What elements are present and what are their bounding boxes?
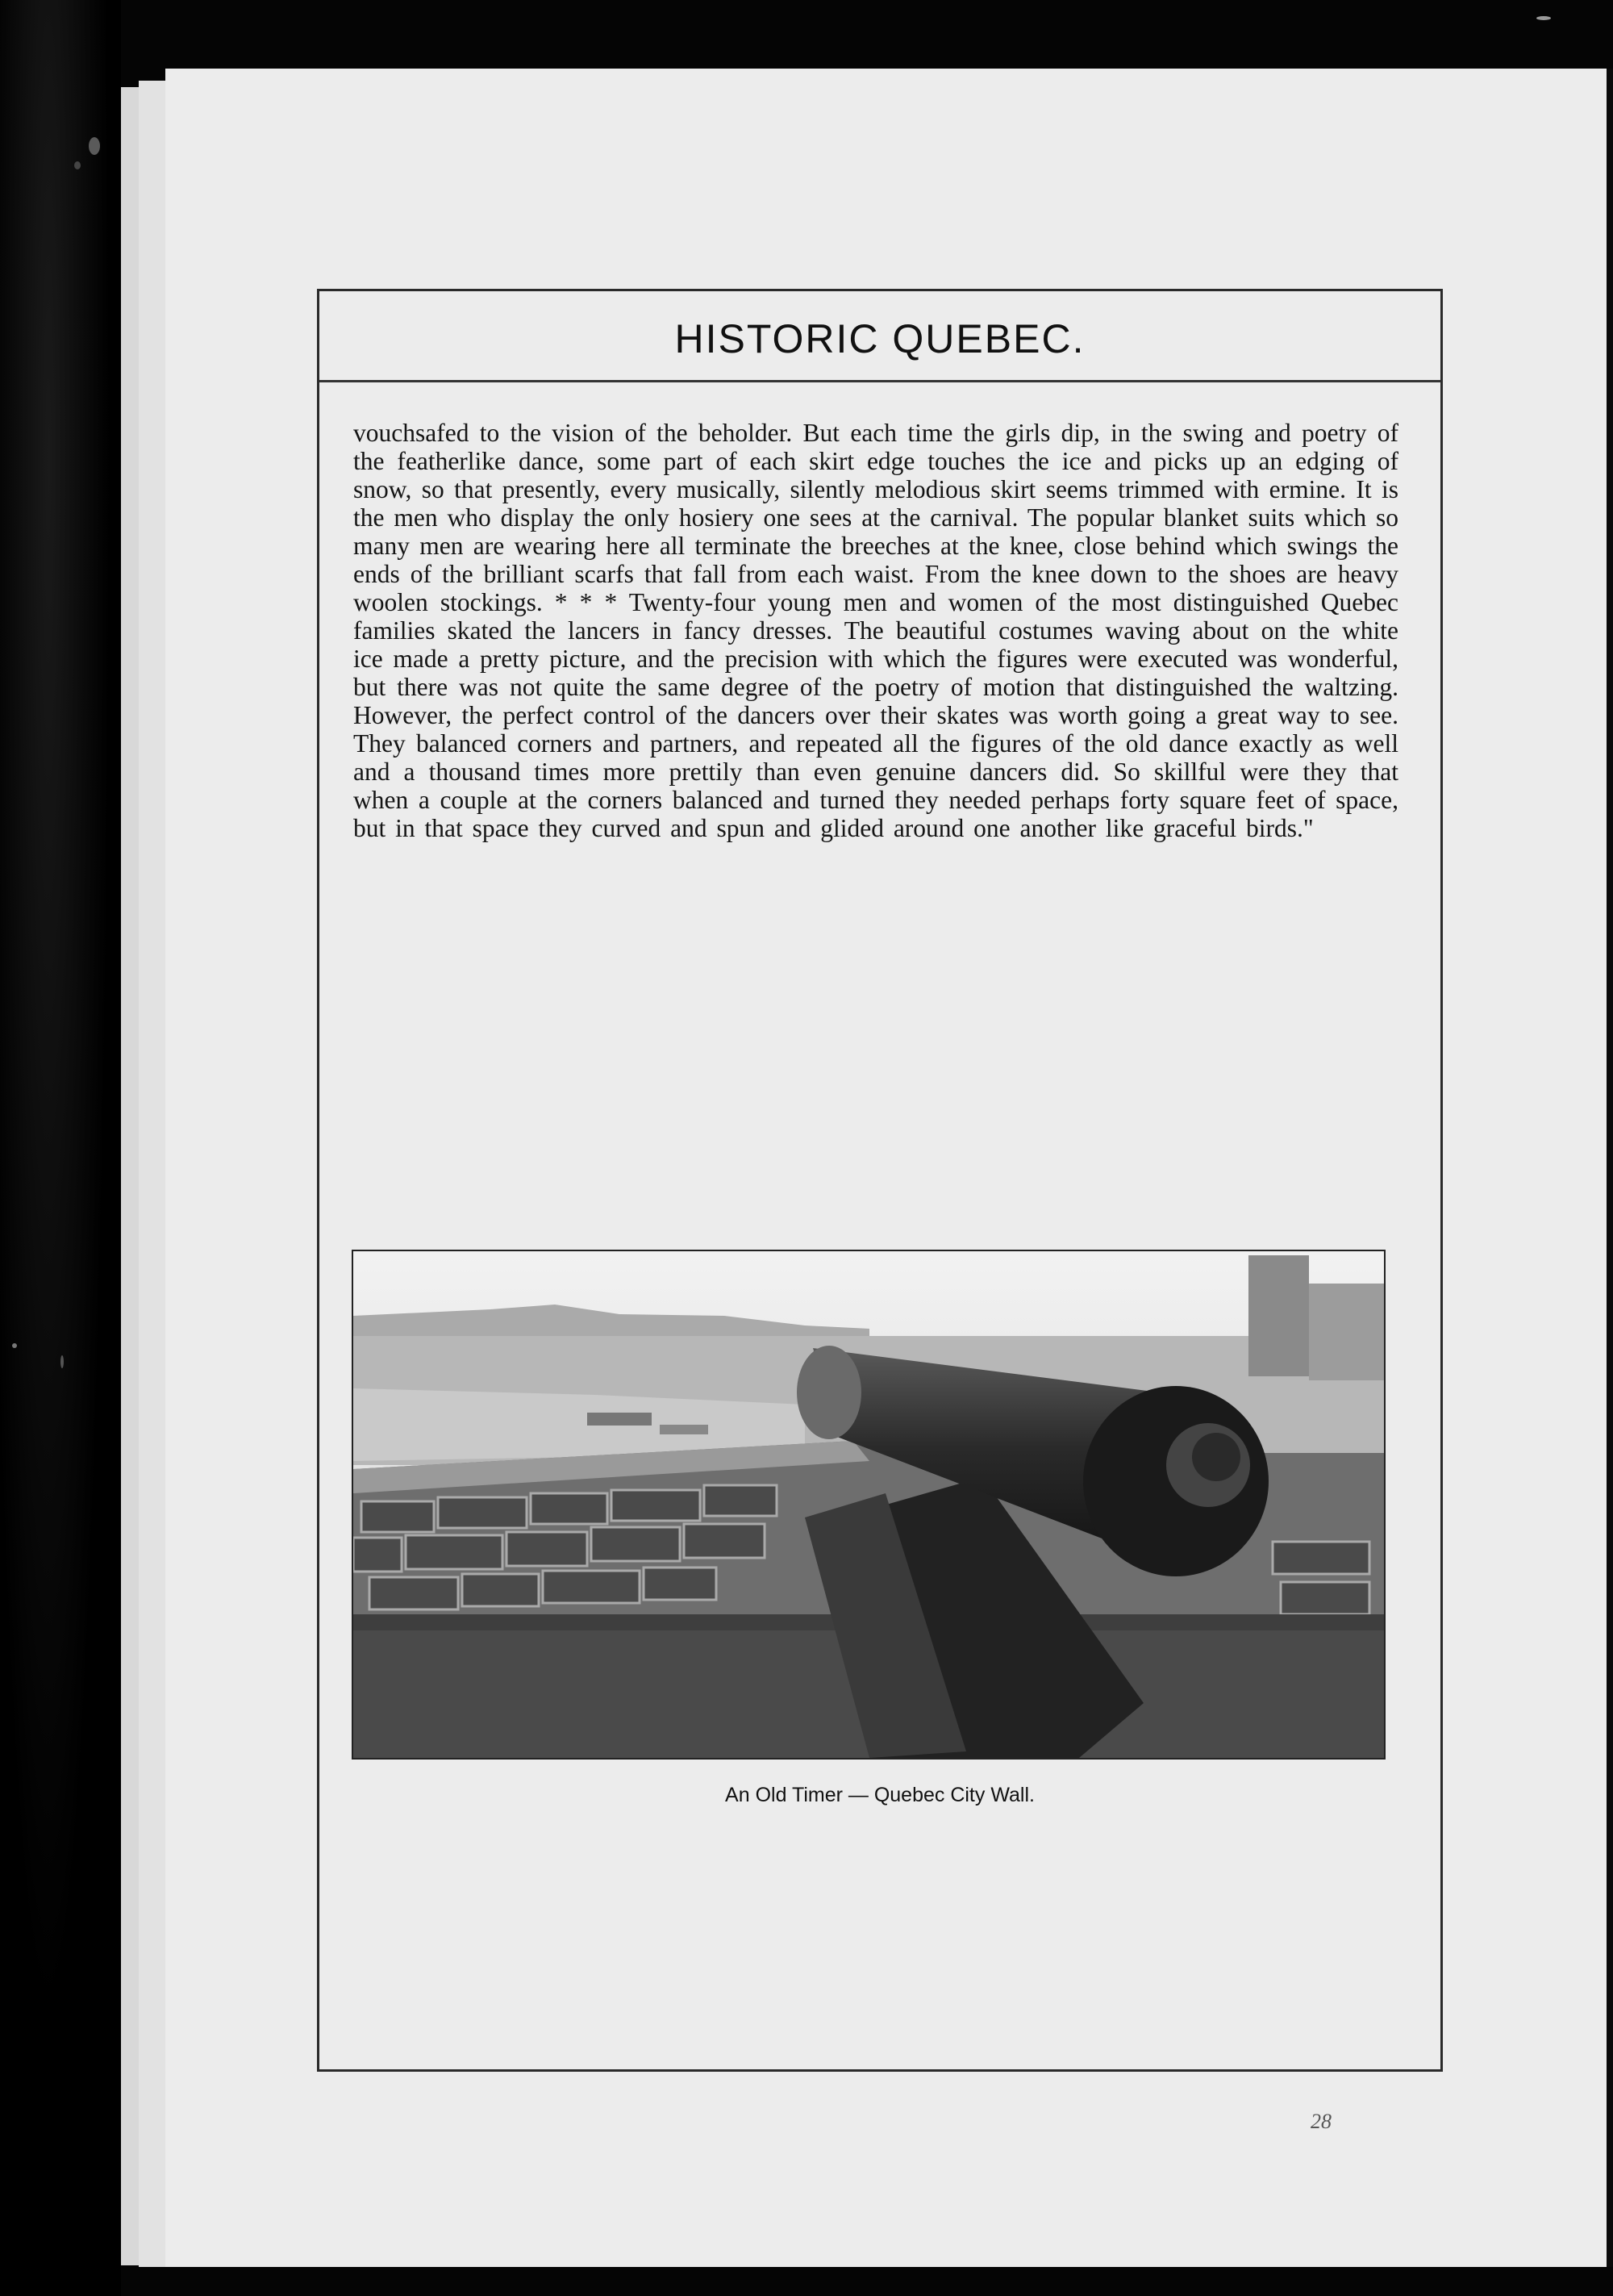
page-title: HISTORIC QUEBEC. [674, 316, 1086, 361]
content-frame [317, 289, 1443, 2072]
film-edge [0, 0, 121, 2296]
film-speck [89, 137, 100, 155]
film-speck [74, 161, 81, 169]
photo-caption: An Old Timer — Quebec City Wall. [725, 1784, 1035, 1806]
article-body: vouchsafed to the vision of the beholder. But each time the girls dip, in the swing and poetry of the featherlike dance, some part of each skirt edge touches the ice and picks up an edging of snow, so that presently, every musically, silently melodious skirt seems trimmed with ermine. It is the men who display the only hosiery one sees at the carnival. The popular blanket suits which so many men are wearing here all terminate the breeches at the knee, close behind which swings the ends of the brilliant scarfs that fall from each waist. From the knee down to the shoes are heavy woolen stockings. * * * Twenty-four young men and women of the most distinguished Quebec families skated the lancers in fancy dresses. The beautiful costumes waving about on the white ice made a pretty picture, and the precision with which the figures were executed was wonderful, but there was not quite the same degree of the poetry of motion that distinguished the waltzing. However, the perfect control of the dancers over their skates was worth going a great way to see. They balanced corners and partners, and repeated all the figures of the old dance exactly as well and a thousand times more prettily than even genuine dancers did. So skillful were they that when a couple at the corners balanced and turned they needed perhaps forty square feet of space, but in that space they curved and spun and glided around one another like graceful birds." [353, 419, 1398, 842]
page-edge [1607, 69, 1613, 2267]
film-speck [1536, 16, 1551, 20]
cannon-photo-image [353, 1251, 1384, 1758]
header-rule [319, 380, 1440, 382]
film-speck [12, 1343, 17, 1348]
film-speck [60, 1355, 64, 1368]
cannon-photo [352, 1250, 1386, 1760]
page-number: 28 [1311, 2110, 1332, 2133]
